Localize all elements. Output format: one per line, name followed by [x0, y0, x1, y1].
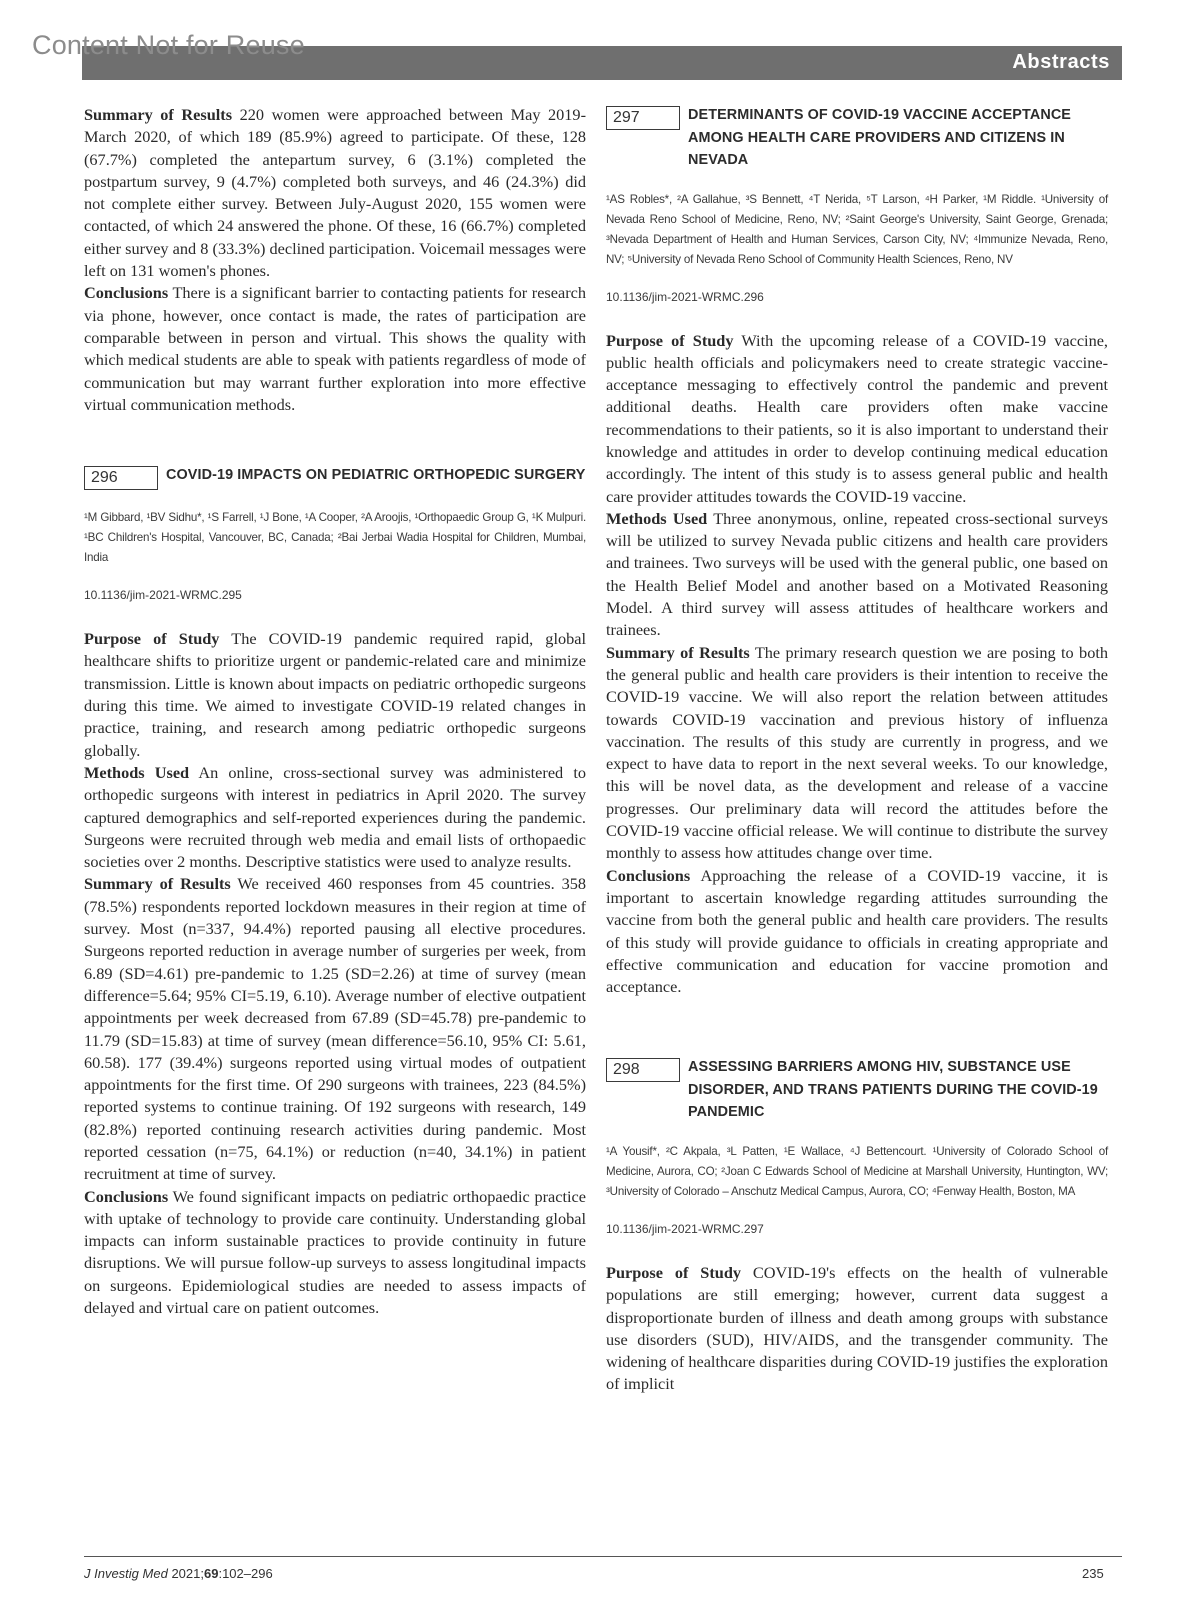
page-range: :102–296	[218, 1566, 273, 1581]
volume: 69	[204, 1566, 219, 1581]
purpose-label: Purpose of Study	[606, 1262, 742, 1282]
journal-name: J Investig Med	[84, 1566, 168, 1581]
abstract-number: 298	[606, 1058, 680, 1082]
summary-label: Summary of Results	[84, 874, 231, 894]
conclusions-label: Conclusions	[84, 1186, 169, 1206]
abstract-title: COVID-19 IMPACTS ON PEDIATRIC ORTHOPEDIC SURGERY	[166, 467, 586, 484]
summary-label: Summary of Results	[606, 642, 750, 662]
footer-citation	[84, 1566, 273, 1581]
purpose-text: The COVID-19 pandemic required rapid, global healthcare shifts to prioritize urgent or pandemic-related care and minimize transmission. Little is known about impacts on pediatric orthopedic surgeons during this time. We aimed to investigate COVID-19 related changes in practice, training, and research among pediatric orthopedic surgeons globally.	[84, 629, 586, 760]
continued-summary	[84, 104, 586, 282]
methods-text: Three anonymous, online, repeated cross-sectional surveys will be utilized to survey Nevada public citizens and health care providers and trainees. Two surveys will be used with the general public, one based on the Health Belief Model and another based on a Motivated Reasoning Model. A third survey will assess attitudes of healthcare workers and trainees.	[606, 508, 1108, 640]
conclusions-label: Conclusions	[84, 283, 169, 303]
section-title: Abstracts	[1012, 51, 1110, 73]
purpose-text: COVID-19's effects on the health of vulnerable populations are still emerging; however, current data suggest a disproportionate burden of illness and death among groups with substance use disorders (SUD), HIV/AIDS, and the transgender community. The widening of healthcare disparities during COVID-19 justifies the exploration of implicit	[606, 1262, 1108, 1394]
summary-text: 220 women were approached between May 2019-March 2020, of which 189 (85.9%) agreed to participate. Of these, 128 (67.7%) completed the antepartum survey, 6 (3.1%) completed the postpartum survey, 9 (4.7%) completed both surveys, and 46 (24.3%) did not complete either survey. Between July-August 2020, 155 women were contacted, of which 24 answered the phone. Of these, 16 (66.7%) completed either survey and 8 (33.3%) declined participation. Voicemail messages were left on 131 women's phones.	[84, 105, 586, 281]
purpose-label: Purpose of Study	[84, 629, 220, 649]
abstract-authors: ¹AS Robles*, ²A Gallahue, ³S Bennett, ⁴T Nerida, ⁵T Larson, ⁴H Parker, ¹M Riddle. ¹University of Nevada Reno School of Medicine, Reno, NV; ²Saint George's University, Saint George, Grenada; ³Nevada Department of Health and Human Services, Carson City, NV; ⁴Immunize Nevada, Reno, NV; ⁵University of Nevada Reno School of Community Health Sciences, Reno, NV	[606, 192, 1108, 266]
abstract-title: ASSESSING BARRIERS AMONG HIV, SUBSTANCE USE DISORDER, AND TRANS PATIENTS DURING THE COVID-19 PANDEMIC	[688, 1059, 1098, 1121]
purpose-paragraph	[606, 330, 1108, 508]
methods-label: Methods Used	[84, 762, 190, 782]
purpose-paragraph	[84, 628, 586, 762]
methods-text: An online, cross-sectional survey was administered to orthopedic surgeons with interest in pediatrics in April 2020. The survey captured demographics and self-reported experiences during the pandemic. Surgeons were recruited through web media and email lists of orthopaedic societies over 2 months. Descriptive statistics were used to analyze results.	[84, 762, 586, 872]
methods-paragraph	[606, 508, 1108, 642]
conclusions-paragraph	[606, 865, 1108, 999]
abstract-doi: 10.1136/jim-2021-WRMC.297	[606, 1221, 764, 1236]
abstract-number: 297	[606, 106, 680, 130]
abstract-number: 296	[84, 466, 158, 490]
summary-text: We received 460 responses from 45 countries. 358 (78.5%) respondents reported lockdown measures in their region at time of survey. Most (n=337, 94.4%) reported pausing all elective procedures. Surgeons reported reduction in average number of surgeries per week, from 6.89 (SD=4.61) pre-pandemic to 1.25 (SD=2.26) at time of survey (mean difference=5.64; 95% CI=5.19, 6.10). Average number of elective outpatient appointments per week decreased from 67.89 (SD=45.78) pre-pandemic to 11.79 (SD=15.83) at time of survey (mean difference=56.10, 95% CI: 5.61, 60.58). 177 (39.4%) surgeons reported using virtual modes of outpatient appointments for the first time. Of 290 surgeons with trainees, 223 (84.5%) reported systems to continue training. Of 192 surgeons with research, 149 (82.8%) reported continuing research activities during pandemic. Most reported cessation (n=75, 64.1%) or reduction (n=40, 34.1%) in patient recruitment at time of survey.	[84, 874, 586, 1184]
purpose-paragraph	[606, 1262, 1108, 1396]
left-column	[84, 104, 586, 1319]
abstract-296-header	[84, 464, 586, 490]
abstract-doi: 10.1136/jim-2021-WRMC.296	[606, 289, 764, 304]
abstract-authors: ¹M Gibbard, ¹BV Sidhu*, ¹S Farrell, ¹J Bone, ¹A Cooper, ²A Aroojis, ¹Orthopaedic Group G, ¹K Mulpuri. ¹BC Children's Hospital, Vancouver, BC, Canada; ²Bai Jerbai Wadia Hospital for Children, Mumbai, India	[84, 511, 586, 565]
continued-conclusions	[84, 282, 586, 416]
methods-label: Methods Used	[606, 508, 708, 528]
purpose-label: Purpose of Study	[606, 330, 734, 350]
conclusions-text: Approaching the release of a COVID-19 vaccine, it is important to ascertain knowledge regarding attitudes surrounding the vaccine from both the general public and health care providers. The results of this study will provide guidance to officials in creating appropriate and effective communication and education for vaccine promotion and acceptance.	[606, 865, 1109, 997]
right-column	[606, 104, 1108, 1396]
summary-text: The primary research question we are posing to both the general public and health care providers is their intention to receive the COVID-19 vaccine. We will also report the relation between attitudes towards COVID-19 vaccination and previous history of influenza vaccination. The results of this study are currently in progress, and we expect to have data to report in the next several weeks. To our knowledge, this will be novel data, as the development and release of a vaccine progresses. Our preliminary data will record the attitudes before the COVID-19 vaccine official release. We will continue to distribute the survey monthly to assess how attitudes change over time.	[606, 642, 1109, 863]
abstract-298-header	[606, 1056, 1108, 1124]
summary-paragraph	[606, 642, 1108, 865]
methods-paragraph	[84, 762, 586, 873]
purpose-text: With the upcoming release of a COVID-19 vaccine, public health officials and policymakers need to create strategic vaccine-acceptance messaging to effectively control the pandemic and prevent additional deaths. Health care providers often make vaccine recommendations to their patients, so it is also important to understand their knowledge and attitudes in order to develop continuing medical education accordingly. The intent of this study is to assess general public and health care provider attitudes towards the COVID-19 vaccine.	[606, 330, 1109, 506]
abstract-doi: 10.1136/jim-2021-WRMC.295	[84, 588, 242, 603]
footer-rule	[84, 1556, 1122, 1557]
citation-year: 2021;	[171, 1566, 204, 1581]
conclusions-text: There is a significant barrier to contacting patients for research via phone, however, once contact is made, the rates of participation are comparable between in person and virtual. This shows the quality with which medical students are able to speak with patients regardless of mode of communication but may warrant further exploration into more effective virtual communication methods.	[84, 283, 586, 414]
abstract-title: DETERMINANTS OF COVID-19 VACCINE ACCEPTANCE AMONG HEALTH CARE PROVIDERS AND CITIZENS IN NEVADA	[688, 107, 1072, 168]
summary-paragraph	[84, 873, 586, 1185]
watermark: Content Not for Reuse	[32, 30, 305, 60]
abstract-authors: ¹A Yousif*, ²C Akpala, ³L Patten, ¹E Wallace, ⁴J Bettencourt. ¹University of Colorado School of Medicine, Aurora, CO; ²Joan C Edwards School of Medicine at Marshall University, Huntington, WV; ³University of Colorado – Anschutz Medical Campus, Aurora, CO; ⁴Fenway Health, Boston, MA	[606, 1144, 1108, 1198]
abstract-297-header	[606, 104, 1108, 172]
conclusions-label: Conclusions	[606, 865, 691, 885]
page-number: 235	[1082, 1566, 1104, 1581]
summary-label: Summary of Results	[84, 105, 233, 124]
conclusions-text: We found significant impacts on pediatric orthopaedic practice with uptake of technology to provide care continuity. Understanding global impacts can inform sustainable practices to provide continuity in future disruptions. We will pursue follow-up surveys to assess longitudinal impacts on surgeons. Epidemiological studies are needed to assess impacts of delayed and virtual care on patient outcomes.	[84, 1186, 587, 1318]
conclusions-paragraph	[84, 1186, 586, 1320]
